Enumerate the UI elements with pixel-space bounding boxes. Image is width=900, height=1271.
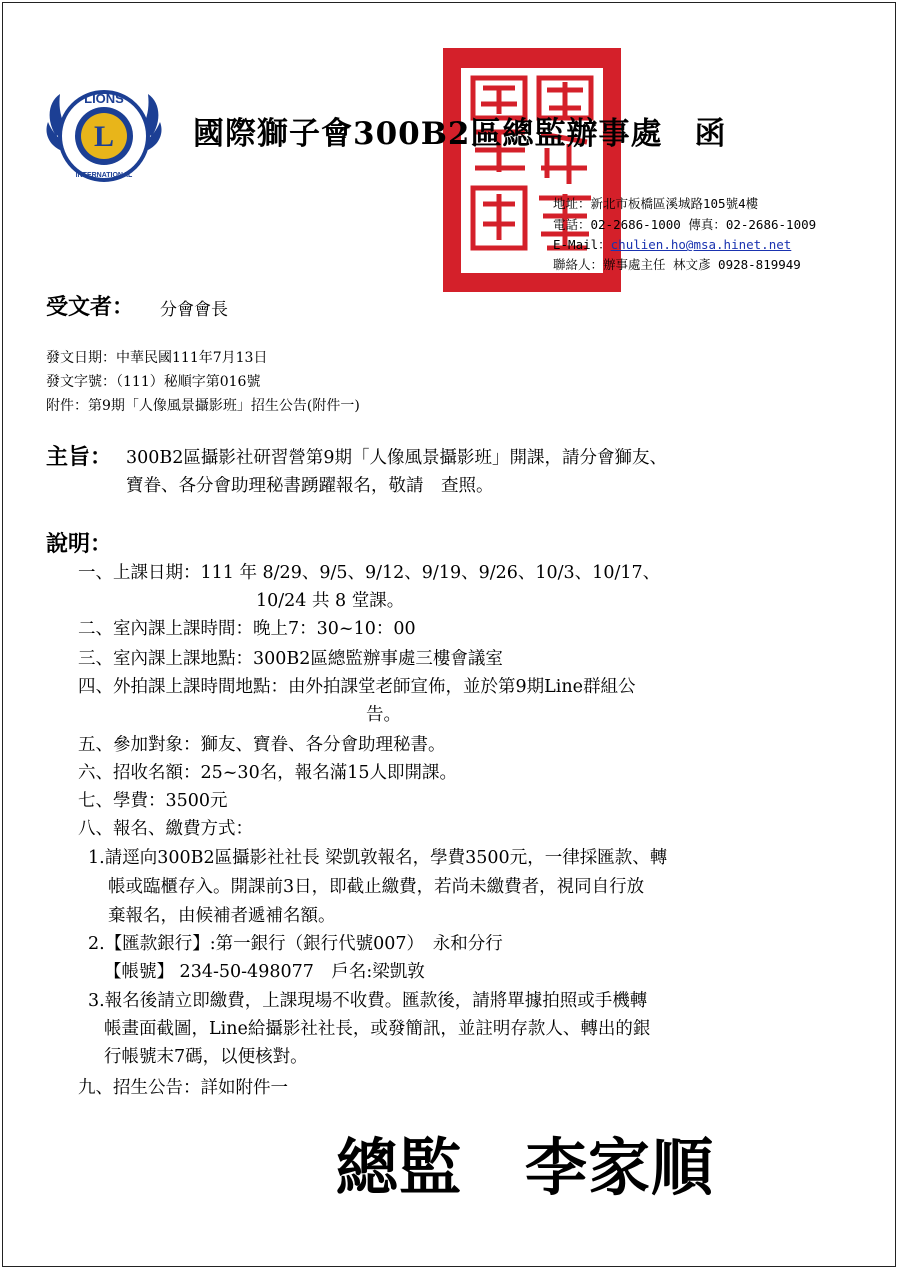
explanation-item: 三、室內課上課地點：300B2區總監辦事處三樓會議室	[78, 649, 503, 669]
explanation-item: 10/24 共 8 堂課。	[256, 591, 405, 611]
explanation-item: 六、招收名額：25~30名，報名滿15人即開課。	[78, 763, 457, 783]
lions-logo	[42, 80, 166, 192]
explanation-item: 四、外拍課上課時間地點：由外拍課堂老師宣佈，並於第9期Line群組公	[78, 677, 636, 697]
explanation-item: 帳畫面截圖，Line給攝影社社長，或發簡訊，並註明存款人、轉出的銀	[104, 1019, 651, 1039]
document-number: 發文字號：（111）秘順字第016號	[46, 374, 261, 390]
explanation-item: 棄報名，由候補者遞補名額。	[108, 906, 336, 926]
issue-date: 發文日期：中華民國111年7月13日	[46, 350, 268, 366]
contact-phone: 電話：02-2686-1000 傳真：02-2686-1009	[553, 217, 817, 232]
explanation-item: 【帳號】 234-50-498077 戶名:梁凱敦	[104, 962, 425, 982]
document-title: 國際獅子會300B2區總監辦事處 函	[193, 116, 727, 152]
subject-label: 主旨：	[46, 444, 113, 470]
recipient-label: 受文者：	[46, 294, 135, 320]
explanation-item: 1.請逕向300B2區攝影社社長 梁凱敦報名，學費3500元，一律採匯款、轉	[88, 848, 668, 868]
explanation-item: 九、招生公告：詳如附件一	[78, 1078, 288, 1098]
subject-line-2: 寶眷、各分會助理秘書踴躍報名，敬請 查照。	[126, 476, 494, 496]
email-label: E-Mail：	[553, 237, 611, 252]
subject-line-1: 300B2區攝影社研習營第9期「人像風景攝影班」開課，請分會獅友、	[126, 448, 668, 468]
explanation-item: 帳或臨櫃存入。開課前3日，即截止繳費，若尚未繳費者，視同自行放	[108, 877, 645, 897]
logo-text-top: LIONS	[84, 91, 124, 106]
email-link[interactable]: chulien.ho@msa.hinet.net	[610, 237, 792, 252]
explanation-label: 說明：	[46, 531, 113, 557]
logo-letter: L	[93, 120, 115, 153]
explanation-item: 行帳號末7碼，以便核對。	[104, 1047, 308, 1067]
explanation-item: 七、學費：3500元	[78, 791, 228, 811]
explanation-item: 一、上課日期：111 年 8/29、9/5、9/12、9/19、9/26、10/3、10/17、	[78, 563, 661, 583]
explanation-item: 2.【匯款銀行】:第一銀行（銀行代號007） 永和分行	[88, 934, 503, 954]
attachment-note: 附件：第9期「人像風景攝影班」招生公告(附件一)	[46, 398, 360, 414]
recipient-value: 分會會長	[160, 300, 228, 320]
explanation-item: 二、室內課上課時間：晚上7：30~10：00	[78, 619, 416, 639]
explanation-item: 告。	[366, 705, 401, 725]
contact-email-line	[553, 235, 791, 253]
contact-address: 地址：新北市板橋區溪城路105號4樓	[553, 196, 759, 211]
explanation-item: 八、報名、繳費方式：	[78, 819, 253, 839]
director-signature: 總監 李家順	[336, 1131, 715, 1204]
contact-person: 聯絡人：辦事處主任 林文彥 0928-819949	[553, 257, 801, 272]
explanation-item: 3.報名後請立即繳費，上課現場不收費。匯款後，請將單據拍照或手機轉	[88, 991, 648, 1011]
logo-text-bottom: INTERNATIONAL	[75, 172, 133, 179]
explanation-item: 五、參加對象：獅友、寶眷、各分會助理秘書。	[78, 735, 446, 755]
